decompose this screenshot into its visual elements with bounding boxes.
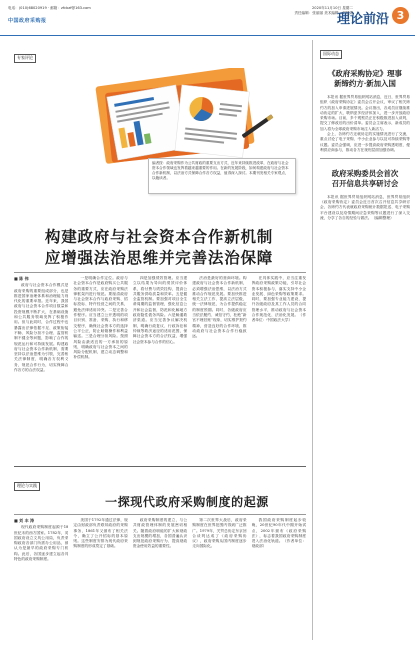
- paragraph: 四是加强绩效管理。应当建立以结果为导向的绩效评价体系，将付费与绩效挂钩，提高公共服务供给质量和效率。五是健全监管机制。要加强对项目全生命周期的监督管理，强化信息公开和社会监督，防范和化解地方政府隐性债务风险。六是畅通救济渠道。应当完善争议解决机制，明确行政复议、行政诉讼和仲裁等救济途径的适用范围，保障社会资本方的合法权益，增强社会资本参与合作的信心。: [132, 276, 188, 344]
- sidebar-headline-line: 新缔约方·新加入国: [334, 79, 396, 88]
- paragraph: 政府与社会资本合作模式是政府采购的重要组成部分，也是推进国家治理体系和治理能力现代化的重要举措。近年来，我国政府与社会资本合作项目数量和投资规模不断扩大，在基础设施和公共服务领域发挥了积极作用。但与此同时，合作过程中也暴露出法律依据不足、政策衔接不畅、风险分担不合理、监管机制不健全等问题，影响了合作的规范运行和可持续发展。构建政府与社会资本合作新机制，需要坚持以法治思维为引领，完善相关法律制度，明确各方权利义务，规范合作行为，切实保障合作各方的合法权益。: [14, 283, 69, 373]
- paragraph: 现代政府采购制度起源于18世纪末的西方国家。1782年，英国政府设立文具公用局，负责采购政府各部门所需办公用品，被认为是最早的政府采购专门机构。此后，各国逐步建立起各具特色的政府采购制度。: [14, 525, 69, 562]
- article-column: [133, 518, 187, 640]
- article-column: [73, 518, 127, 640]
- article-column: [192, 276, 246, 462]
- paragraph: 一是明确合作定位。政府与社会资本合作是政府购买公共服务的重要方式，应在政府采购法律框架内进行规范。要厘清政府与社会资本合作与政府采购、招标投标、特许经营之间的关系，避免法律适用冲突。二是完善合作程序。应当建立公开透明的项目识别、准备、采购、执行和移交程序，确保社会资本方的选择公平公正，防止暗箱操作和利益输送。三是合理分担风险。按照风险由最适宜的一方承担的原则，明确政府与社会资本之间的风险分配机制，建立动态调整和补偿机制。: [73, 276, 128, 360]
- main-headline: [14, 226, 304, 268]
- divider: [320, 158, 410, 159]
- page-number-badge: 3: [392, 7, 409, 24]
- sidebar-headline-line: 《政府采购协定》理事: [328, 69, 402, 78]
- article-column: [14, 518, 68, 640]
- article-column: [73, 276, 127, 462]
- divider: [14, 272, 306, 273]
- masthead-contact-line: 电话：(010)68020919 · 邮箱：zfcbzf@163.com: [8, 6, 91, 10]
- paragraph: 在具体实践中，应当注重发挥政府采购政策功能，引导社会资本积极参与，落实支持中小企业发展、绿色采购等政策要求。同时，要加强专业能力建设，提升各级政府及其工作人员的合同管理水平，推动政府与社会资本合作规范化、法治化发展。（作者单位：中国政法大学）: [251, 276, 307, 323]
- article-tag: 理论与实践: [14, 482, 40, 491]
- sidebar-headline-line: 召开信息共享研讨会: [331, 178, 399, 188]
- masthead-editor-line: 责任编辑：张丽丽 美术编辑：刘媛媛: [294, 11, 353, 15]
- headline-line-1: 构建政府与社会资本合作新机制: [44, 227, 274, 246]
- sidebar-tag: 国际动态: [320, 50, 342, 59]
- section-title: 理论前沿: [336, 12, 389, 27]
- paragraph: 政府采购制度的建立，与公共财政管理体制的发展密切相关。随着政府职能的扩大和财政支出规模的增加，各国普遍认识到规范政府采购行为、提高财政资金使用效益的重要性。: [132, 518, 188, 549]
- paragraph: 本报讯 据世界贸易组织网站消息，世界贸易组织《政府采购协定》委员会近日首次召开信息共享研讨会，各缔约方代表就政府采购统计数据报送、电子采购平台建设以及疫情期间应急采购等议题进行了深入交流，分享了各自的经验与做法。（编辑整理）: [320, 194, 410, 221]
- headline-line-2: 应增强法治思维并完善法治保障: [44, 248, 274, 267]
- sidebar-headline-2: [320, 169, 410, 189]
- masthead: [0, 0, 415, 36]
- byline: ■ 陈 伟: [14, 276, 29, 281]
- newspaper-logo: 中国政府采购报: [8, 18, 47, 24]
- sidebar-headline-line: 政府采购委员会首次: [331, 168, 399, 178]
- editor-note-box: [148, 158, 296, 194]
- masthead-date-line: 2020年11月10日 星期二: [312, 6, 353, 10]
- section-divider: [14, 466, 306, 467]
- paragraph: 法治是最好的营商环境。构建政府与社会资本合作新机制，必须增强法治思维，以法治方式推动合作规范发展。要加快推进相关立法工作，提高立法层级，统一法律规范，为合作提供稳定的制度预期。同时，各级政府应当依法履约、诚信守约，杜绝“新官不理旧账”现象，切实维护契约精神，营造良好的合作环境，推动政府与社会资本合作行稳致远。: [192, 276, 247, 339]
- article-column: [133, 276, 187, 462]
- article-column: [252, 518, 306, 640]
- article-body-2: [14, 518, 306, 640]
- byline: ■ 刘 丰 涛: [14, 518, 34, 523]
- paragraph: 第二次世界大战后，政府采购制度在世界范围内得到广泛推广。1979年，关贸总协定东京回合谈判达成了《政府采购协议》，政府采购从国内制度逐步走向国际化。: [192, 518, 247, 549]
- article-tag: 专家评论: [14, 54, 36, 63]
- article-column: [14, 276, 68, 462]
- sidebar-column: [312, 40, 410, 640]
- masthead-contact: [8, 6, 91, 11]
- second-headline: 一探现代政府采购制度的起源: [105, 495, 269, 509]
- paragraph: 本报讯 据世界贸易组织网站消息，近日，世界贸易组织《政府采购协定》委员会召开会议，审议了相关缔约方的加入申请进展情况。会议指出，各成员应继续推动协定的扩大，吸纳更多经济体加入，进一步开放政府采购市场。目前，多个观察员正在积极推进加入谈判，提交了修改后的出价清单。委员会主席表示，新成员的加入将为全球政府采购市场注入新活力。: [320, 95, 410, 131]
- editor-note-text: 编者按：政府采购作为公共财政的重要支出方式，近年来持续推进改革，在政府与社会资本合作领域也发挥着越来越重要的作用。在新的发展阶段，如何构建政府与社会资本合作新机制，以法治方式保障合作各方权益，值得深入探讨。本期刊发相关专家观点，以飨读者。: [152, 161, 289, 180]
- article-column: [252, 276, 306, 462]
- sidebar-body: [320, 95, 410, 153]
- paragraph: 我国政府采购制度起步较晚，20世纪90年代中期开始试点，2002年颁布《政府采购法》，标志着我国政府采购制度进入法治化轨道。（作者单位：财政部）: [251, 518, 307, 549]
- article-body: [14, 276, 306, 462]
- article-column: [192, 518, 246, 640]
- paragraph: 美国于1792年通过法律，规定由财政部负责联邦政府的采购事务，1861年又颁布了相关法令，确立了公开招标的基本原则。这些制度安排为现代政府采购制度的形成奠定了基础。: [73, 518, 128, 549]
- sidebar-headline: [320, 69, 410, 89]
- paragraph: 会上，各缔约方还就协定的实施情况进行了交流，重点讨论了电子采购、中小企业参与以及可持续采购等议题。委员会强调，应进一步提高政府采购透明度，便利供应商参与，推动各方在规则层面加强协调。: [320, 132, 410, 152]
- sidebar-body-2: [320, 195, 410, 221]
- divider: [14, 514, 306, 515]
